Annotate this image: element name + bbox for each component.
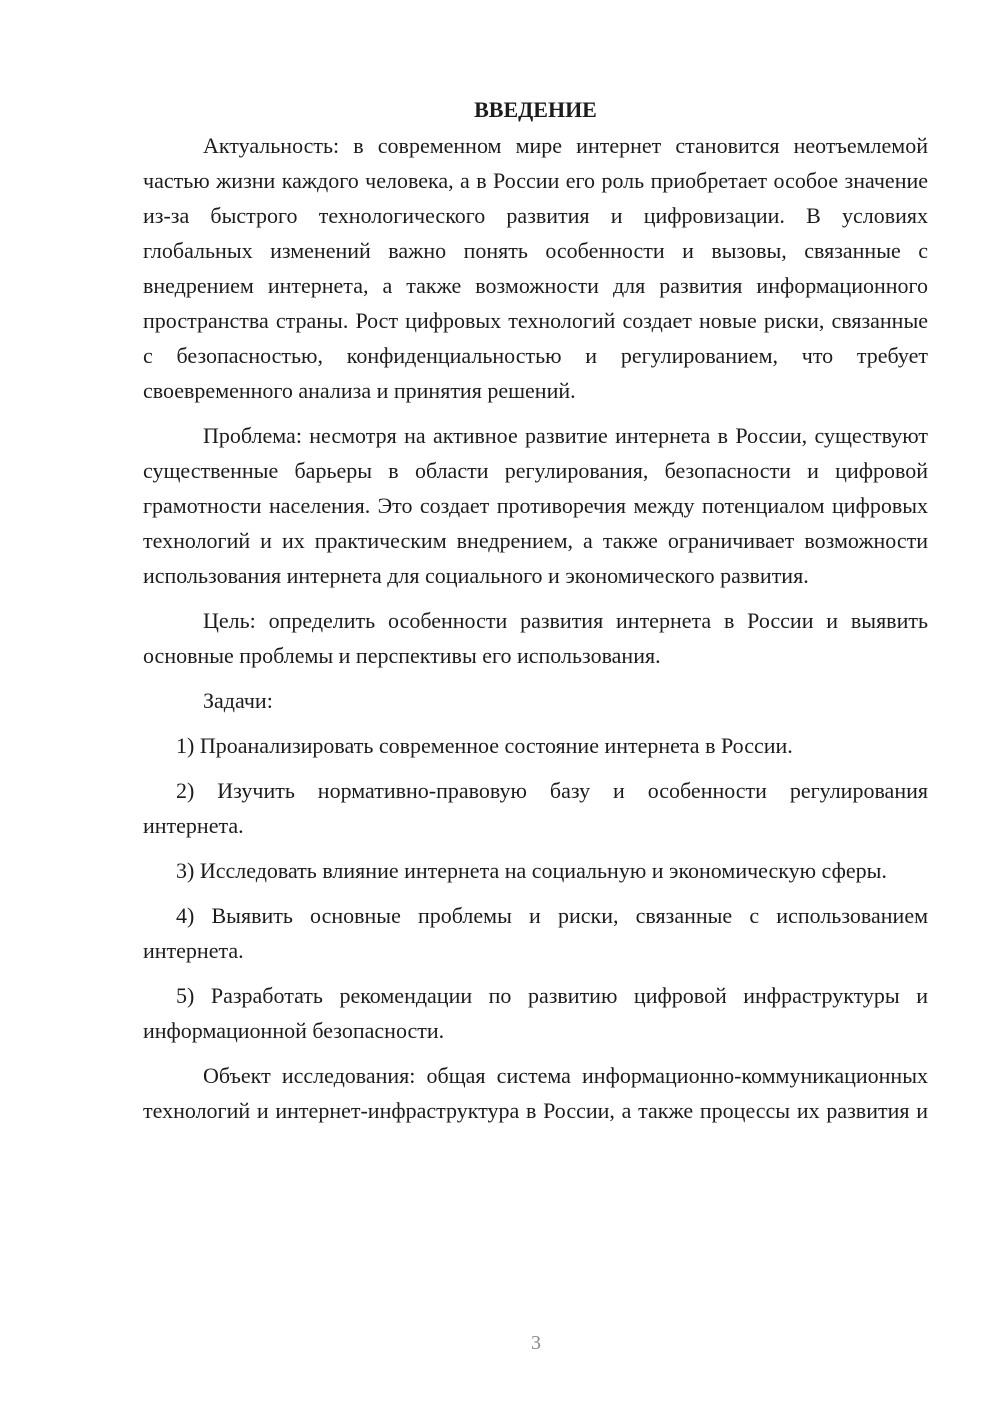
problem-paragraph: Проблема: несмотря на активное развитие интернета в России, существуют существенные барьеры в области регулирования, безопасности и цифровой грамотности населения. Это создает противоречия между потенциалом цифровых технологий и их практическим внедрением, а также ограничивает возможности использования интернета для социального и экономического развития. xyxy=(143,423,928,588)
task-item: 1) Проанализировать современное состояние интернета в России. xyxy=(176,733,793,758)
tasks-label: Задачи: xyxy=(203,688,273,713)
page-title: ВВЕДЕНИЕ xyxy=(474,97,597,122)
object-paragraph: Объект исследования: общая система информационно-коммуникационных технологий и интернет-инфраструктура в России, а также процессы их развития и xyxy=(143,1063,928,1123)
task-item: 5) Разработать рекомендации по развитию цифровой инфраструктуры и информационной безопасности. xyxy=(143,983,928,1043)
task-item: 3) Исследовать влияние интернета на социальную и экономическую сферы. xyxy=(176,858,887,883)
goal-paragraph: Цель: определить особенности развития интернета в России и выявить основные проблемы и перспективы его использования. xyxy=(143,608,928,668)
page-body xyxy=(143,92,928,1128)
relevance-paragraph: Актуальность: в современном мире интернет становится неотъемлемой частью жизни каждого человека, а в России его роль приобретает особое значение из-за быстрого технологического развития и цифровизации. В условиях глобальных изменений важно понять особенности и вызовы, связанные с внедрением интернета, а также возможности для развития информационного пространства страны. Рост цифровых технологий создает новые риски, связанные с безопасностью, конфиденциальностью и регулированием, что требует своевременного анализа и принятия решений. xyxy=(143,133,928,403)
task-item: 2) Изучить нормативно-правовую базу и особенности регулирования интернета. xyxy=(143,778,928,838)
page-number: 3 xyxy=(531,1332,541,1354)
task-item: 4) Выявить основные проблемы и риски, связанные с использованием интернета. xyxy=(143,903,928,963)
